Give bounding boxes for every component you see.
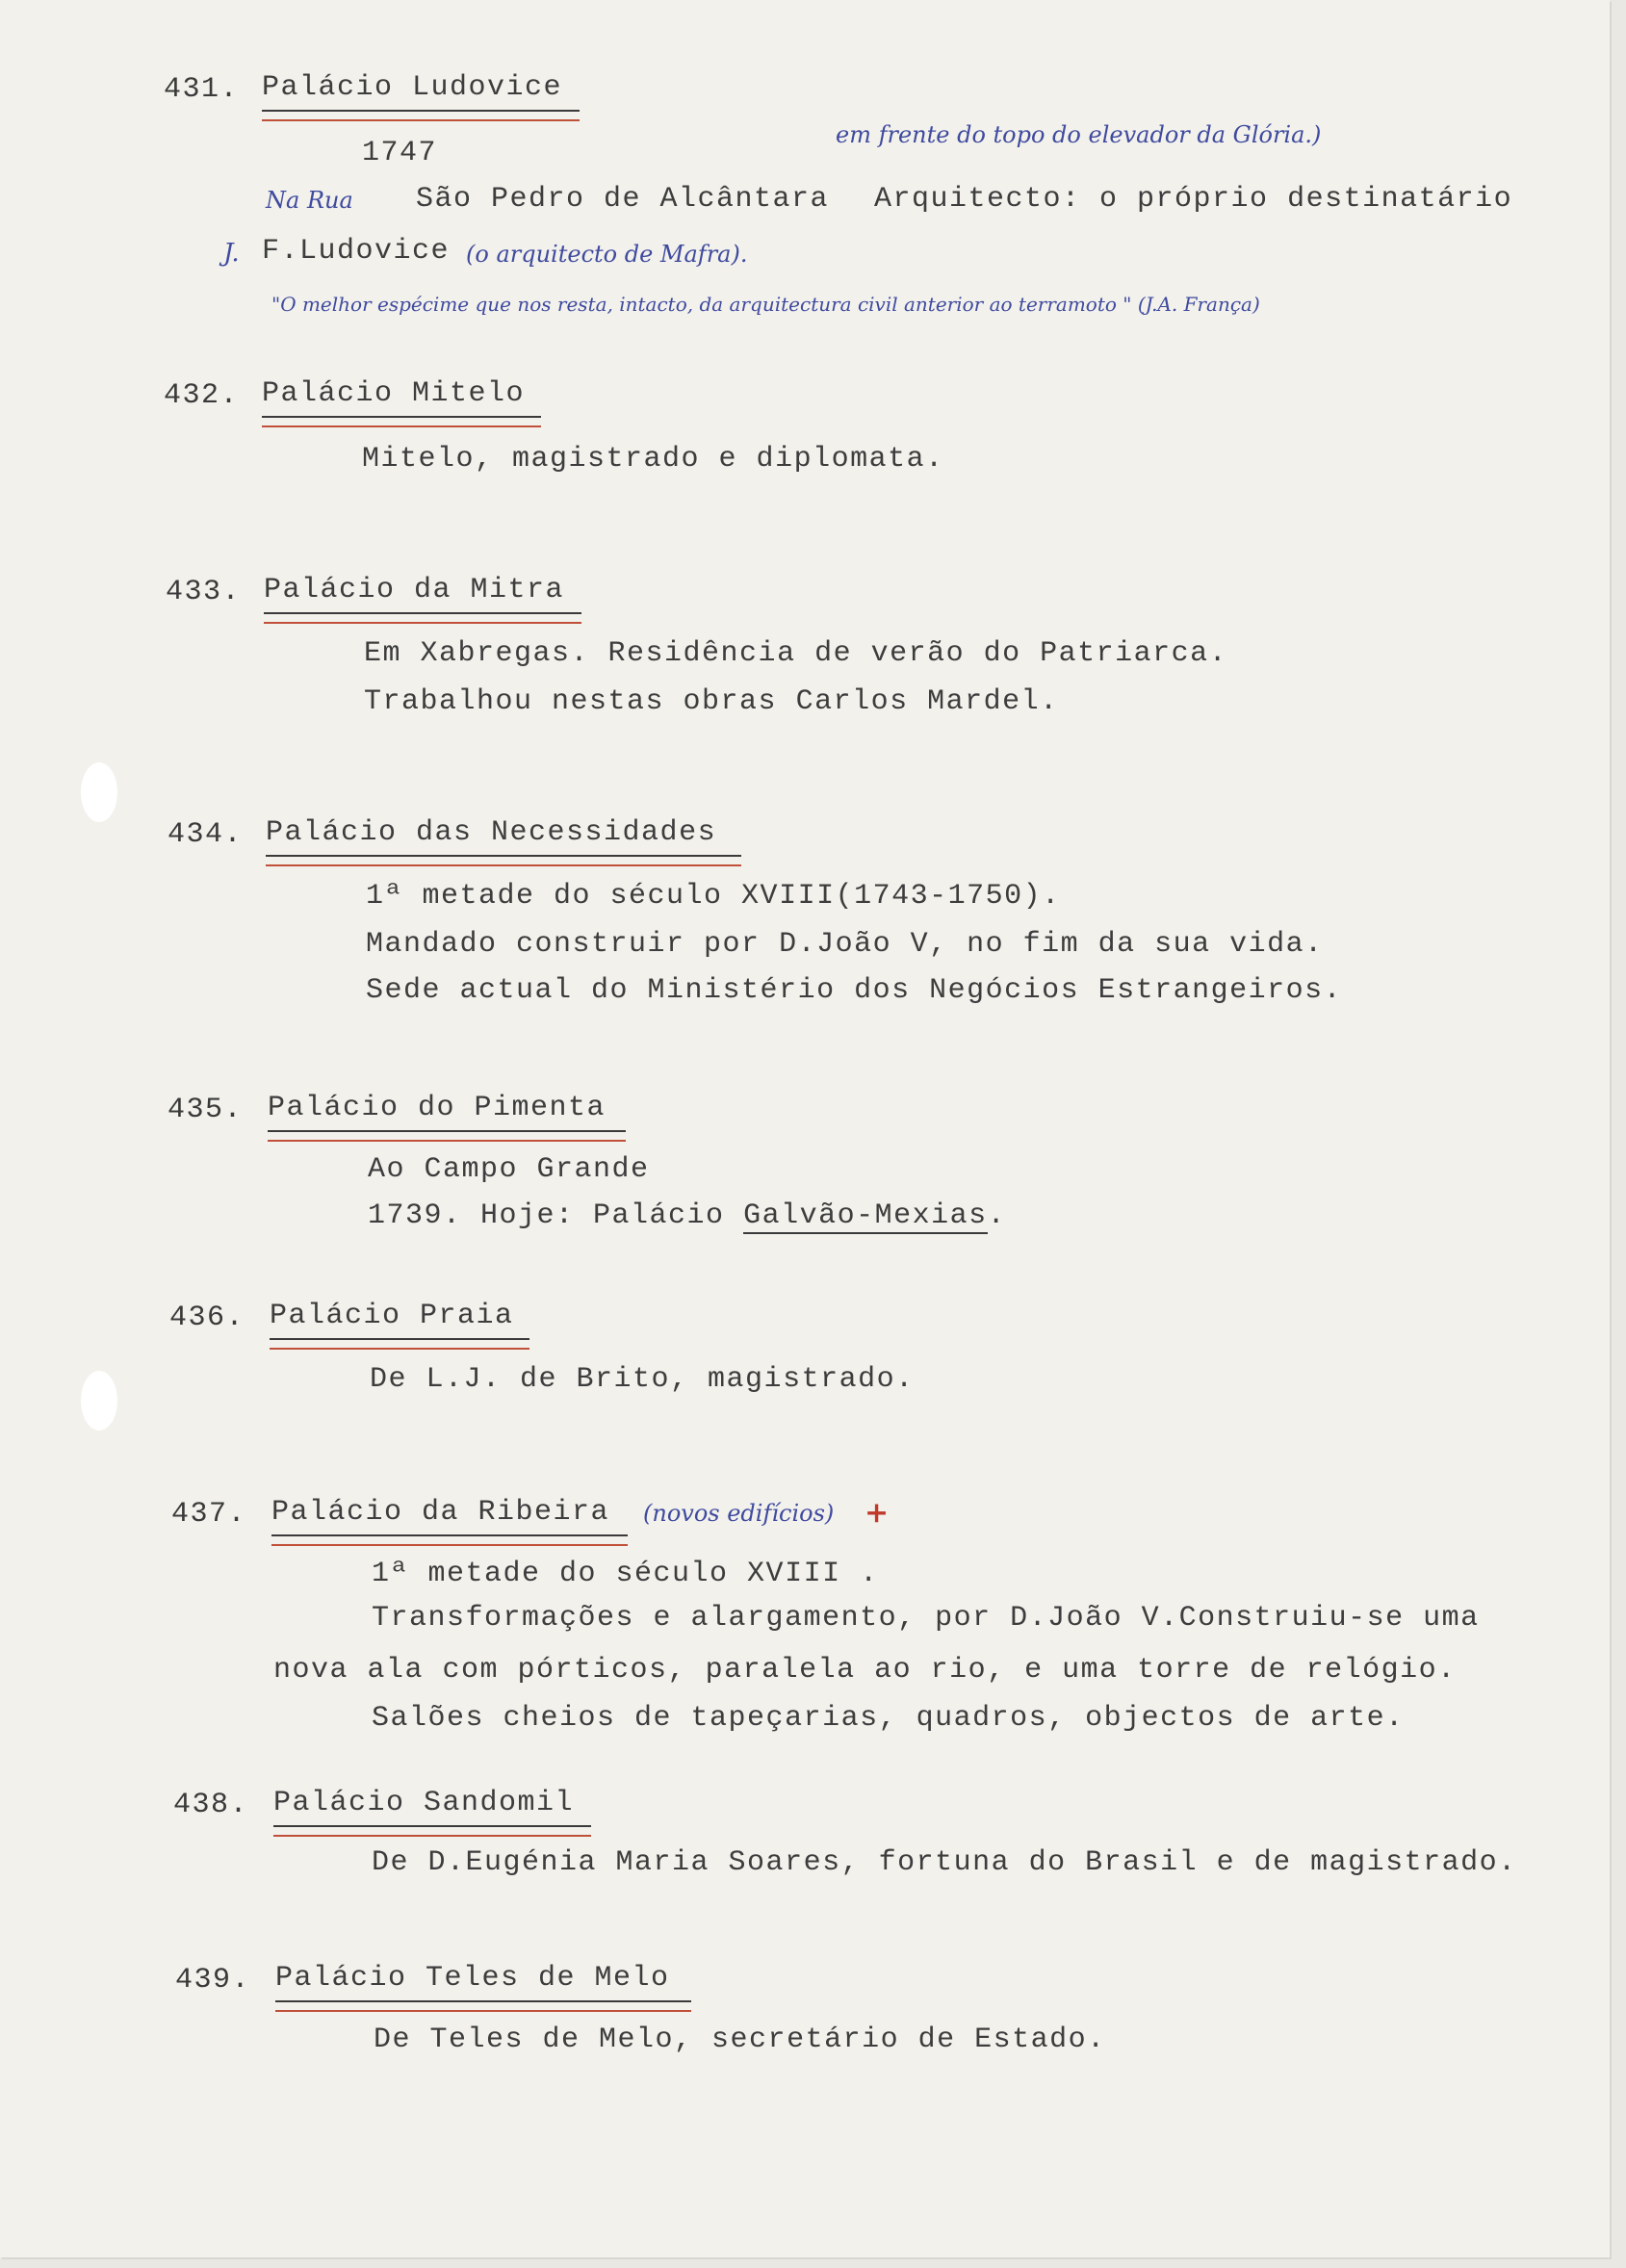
title-underline — [262, 110, 580, 112]
entry-number: 437. — [171, 1498, 247, 1531]
underlined-name: Galvão-Mexias — [743, 1199, 988, 1232]
entry-text: Sede actual do Ministério dos Negócios Estrangeiros. — [366, 974, 1343, 1007]
entry-architect-name: F.Ludovice — [262, 235, 451, 268]
entry-text: Salões cheios de tapeçarias, quadros, objectos de arte. — [372, 1702, 1405, 1735]
entry-year: 1747 — [362, 137, 438, 169]
entry-title: Palácio Praia — [270, 1300, 514, 1332]
title-underline-red — [268, 1140, 626, 1142]
entry-text: Ao Campo Grande — [368, 1153, 650, 1186]
entry-text: . — [987, 1199, 1007, 1232]
title-underline — [264, 612, 581, 614]
entry-number: 436. — [169, 1302, 245, 1334]
entry-text: De D.Eugénia Maria Soares, fortuna do Brasil e de magistrado. — [372, 1846, 1517, 1879]
red-plus-mark: + — [865, 1496, 890, 1530]
entry-text: Em Xabregas. Residência de verão do Patriarca. — [364, 637, 1228, 670]
title-underline-red — [266, 864, 741, 866]
entry-text: Mandado construir por D.João V, no fim da sua vida. — [366, 928, 1324, 961]
entry-number: 432. — [164, 379, 240, 412]
title-underline — [273, 1825, 591, 1827]
title-underline-red — [262, 119, 580, 121]
handwritten-quote: "O melhor espécime que nos resta, intacto, da arquitectura civil anterior ao terramoto " (J.A. França) — [271, 293, 1260, 316]
title-underline-red — [270, 1348, 529, 1350]
punch-hole-bottom — [81, 1371, 117, 1430]
entry-text: 1ª metade do século XVIII . — [372, 1558, 879, 1590]
title-underline — [270, 1338, 529, 1340]
title-underline — [262, 416, 541, 418]
handwritten-architect-note: (o arquitecto de Mafra). — [466, 241, 748, 268]
title-underline-red — [273, 1835, 591, 1837]
title-underline — [275, 2000, 691, 2002]
title-underline — [268, 1130, 626, 1132]
entry-text-line — [368, 1199, 1006, 1232]
entry-text: Mitelo, magistrado e diplomata. — [362, 443, 944, 476]
title-underline — [266, 855, 741, 857]
entry-text: De Teles de Melo, secretário de Estado. — [374, 2023, 1106, 2056]
entry-number: 439. — [175, 1964, 251, 1997]
title-underline-red — [264, 622, 581, 624]
entry-title: Palácio do Pimenta — [268, 1092, 607, 1124]
entry-title: Palácio da Mitra — [264, 574, 565, 606]
entry-text: Transformações e alargamento, por D.João V.Construiu-se uma — [372, 1602, 1480, 1635]
entry-text: 1ª metade do século XVIII(1743-1750). — [366, 880, 1061, 913]
entry-number: 431. — [164, 73, 240, 106]
title-underline — [271, 1534, 628, 1536]
entry-text: nova ala com pórticos, paralela ao rio, e uma torre de relógio. — [273, 1654, 1457, 1687]
entry-title: Palácio Ludovice — [262, 71, 563, 104]
entry-number: 434. — [168, 818, 244, 851]
entry-text: De L.J. de Brito, magistrado. — [370, 1363, 915, 1396]
entry-text: Trabalhou nestas obras Carlos Mardel. — [364, 685, 1059, 718]
handwritten-note-address: em frente do topo do elevador da Glória.) — [836, 121, 1322, 148]
entry-architect: Arquitecto: o próprio destinatário — [874, 183, 1513, 216]
entry-title: Palácio Teles de Melo — [275, 1962, 670, 1995]
handwritten-prefix: Na Rua — [266, 187, 353, 214]
entry-text: 1739. Hoje: Palácio — [368, 1199, 744, 1232]
title-underline-red — [271, 1544, 628, 1546]
punch-hole-top — [81, 762, 117, 822]
entry-title: Palácio das Necessidades — [266, 816, 717, 849]
entry-title: Palácio Sandomil — [273, 1787, 575, 1819]
entry-title: Palácio da Ribeira — [271, 1496, 610, 1529]
handwritten-initial: J. — [223, 239, 240, 268]
entry-number: 438. — [173, 1789, 249, 1821]
title-underline-red — [262, 425, 541, 427]
title-underline-red — [275, 2010, 691, 2012]
entry-title: Palácio Mitelo — [262, 377, 526, 410]
handwritten-note: (novos edifícios) — [643, 1500, 835, 1527]
entry-number: 435. — [168, 1094, 244, 1126]
entry-address: São Pedro de Alcântara — [416, 183, 830, 216]
entry-number: 433. — [166, 576, 242, 608]
